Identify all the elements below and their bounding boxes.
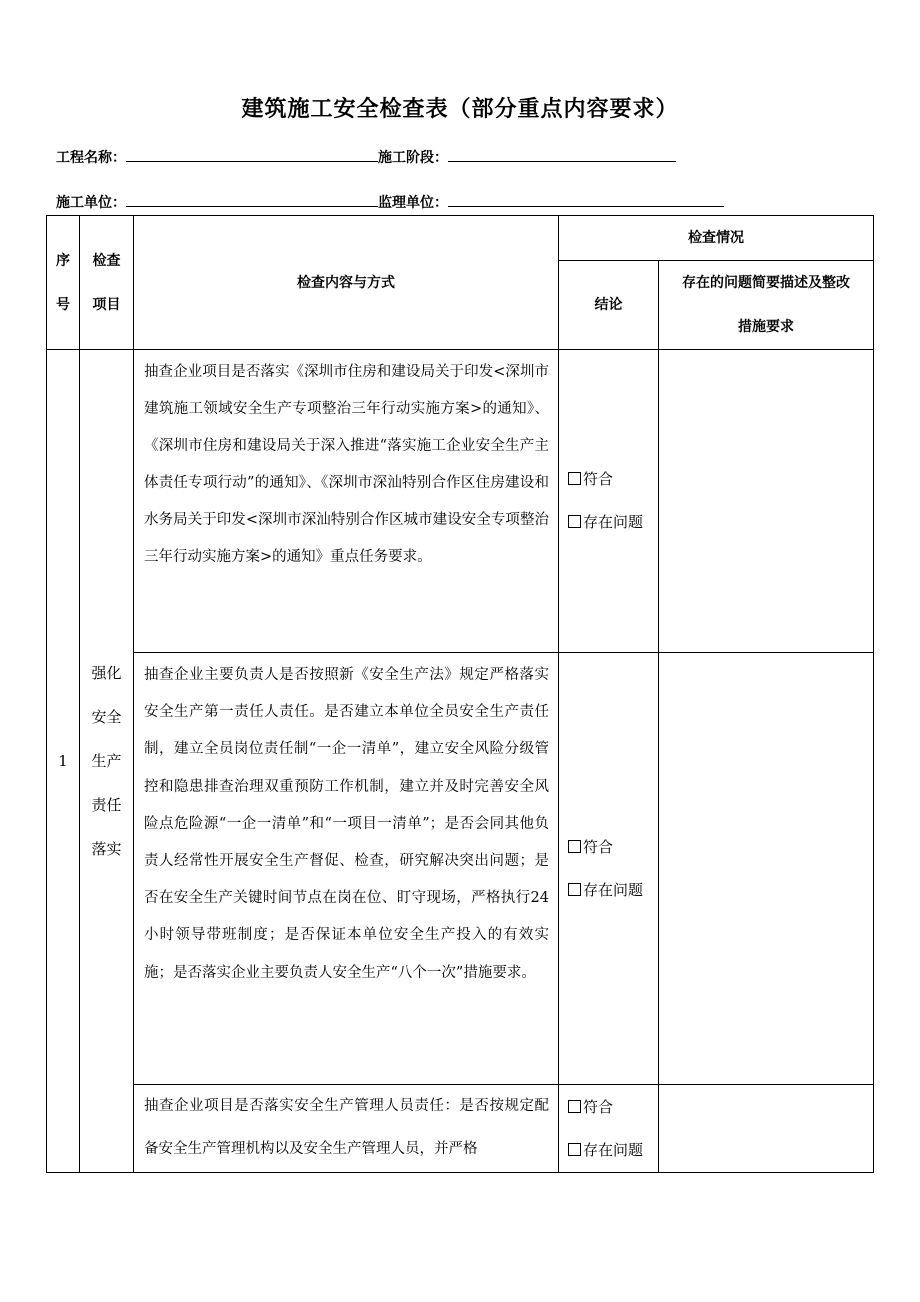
header-inspection: 检查情况	[559, 216, 874, 261]
option-ok-label: 符合	[583, 837, 614, 856]
row-item-line: 落实	[91, 840, 122, 858]
construction-unit-blank[interactable]	[126, 190, 378, 207]
conclusion-cell	[559, 350, 659, 653]
checkbox-icon[interactable]	[568, 515, 581, 528]
conclusion-cell	[559, 653, 659, 1085]
header-problems	[659, 261, 874, 350]
header-problems-line-2: 措施要求	[738, 319, 794, 335]
row-item-line: 安全	[91, 708, 122, 726]
table-row	[47, 653, 874, 1085]
option-ok[interactable]	[568, 826, 658, 869]
option-issue-label: 存在问题	[583, 880, 644, 899]
field-row-project	[56, 145, 676, 167]
construction-stage-blank[interactable]	[448, 145, 676, 162]
header-item-line-2: 项目	[92, 296, 121, 313]
row-item-line: 责任	[91, 796, 122, 814]
row-seq: 1	[47, 350, 80, 1173]
supervision-unit-label: 监理单位：	[378, 195, 448, 211]
check-content: 抽查企业主要负责人是否按照新《安全生产法》规定严格落实安全生产第一责任人责任。是否建立本单位全员安全生产责任制，建立全员岗位责任制“一企一清单”，建立安全风险分级管控和隐患排查治理双重预防工作机制，建立并及时完善安全风险点危险源“一企一清单”和“一项目一清单”；是否会同其他负责人经常性开展安全生产督促、检查，研究解决突出问题；是否在安全生产关键时间节点在岗在位、盯守现场，严格执行24小时领导带班制度；是否保证本单位安全生产投入的有效实施；是否落实企业主要负责人安全生产“八个一次”措施要求。	[134, 653, 559, 1085]
option-issue[interactable]	[568, 501, 658, 544]
table-header-row	[47, 216, 874, 261]
option-issue[interactable]	[568, 869, 658, 912]
header-problems-line-1: 存在的问题简要描述及整改	[682, 275, 850, 291]
checkbox-icon[interactable]	[568, 472, 581, 485]
header-content: 检查内容与方式	[134, 216, 559, 350]
supervision-unit-blank[interactable]	[448, 190, 724, 207]
option-issue-label: 存在问题	[583, 513, 644, 531]
problems-cell[interactable]	[659, 1085, 874, 1173]
problems-cell[interactable]	[659, 653, 874, 1085]
option-ok[interactable]	[568, 458, 658, 501]
header-item	[80, 216, 134, 350]
option-issue[interactable]	[568, 1129, 658, 1172]
option-issue-label: 存在问题	[583, 1140, 644, 1159]
header-seq	[47, 216, 80, 350]
project-name-label: 工程名称：	[56, 150, 126, 166]
inspection-table	[46, 215, 874, 1173]
table-row	[47, 1085, 874, 1173]
header-conclusion: 结论	[559, 261, 659, 350]
construction-stage-label: 施工阶段：	[378, 150, 448, 166]
conclusion-cell	[559, 1085, 659, 1173]
checkbox-icon[interactable]	[568, 883, 581, 896]
check-content-text: 抽查企业项目是否落实安全生产管理人员责任：是否按规定配备安全生产管理机构以及安全生产管理人员，并严格	[144, 1098, 549, 1157]
field-row-units	[56, 190, 724, 212]
document-title: 建筑施工安全检查表（部分重点内容要求）	[241, 97, 679, 122]
checkbox-icon[interactable]	[568, 1100, 581, 1113]
option-ok-label: 符合	[583, 1097, 614, 1116]
row-item	[80, 350, 134, 1173]
problems-cell[interactable]	[659, 350, 874, 653]
check-content: 抽查企业项目是否落实《深圳市住房和建设局关于印发<深圳市建筑施工领域安全生产专项整治三年行动实施方案>的通知》、《深圳市住房和建设局关于深入推进“落实施工企业安全生产主体责任专项行动”的通知》、《深圳市深汕特别合作区住房建设和水务局关于印发<深圳市深汕特别合作区城市建设安全专项整治三年行动实施方案>的通知》重点任务要求。	[134, 350, 559, 653]
row-item-line: 强化	[91, 664, 122, 682]
option-ok-label: 符合	[583, 470, 614, 488]
construction-unit-label: 施工单位：	[56, 195, 126, 211]
option-ok[interactable]	[568, 1086, 658, 1129]
header-seq-char-1: 序	[56, 252, 70, 269]
checkbox-icon[interactable]	[568, 1143, 581, 1156]
header-seq-char-2: 号	[56, 296, 70, 313]
checkbox-icon[interactable]	[568, 840, 581, 853]
check-content	[134, 1085, 559, 1173]
row-item-line: 生产	[91, 752, 122, 770]
header-item-line-1: 检查	[92, 252, 121, 269]
table-row	[47, 350, 874, 653]
project-name-blank[interactable]	[126, 145, 378, 162]
